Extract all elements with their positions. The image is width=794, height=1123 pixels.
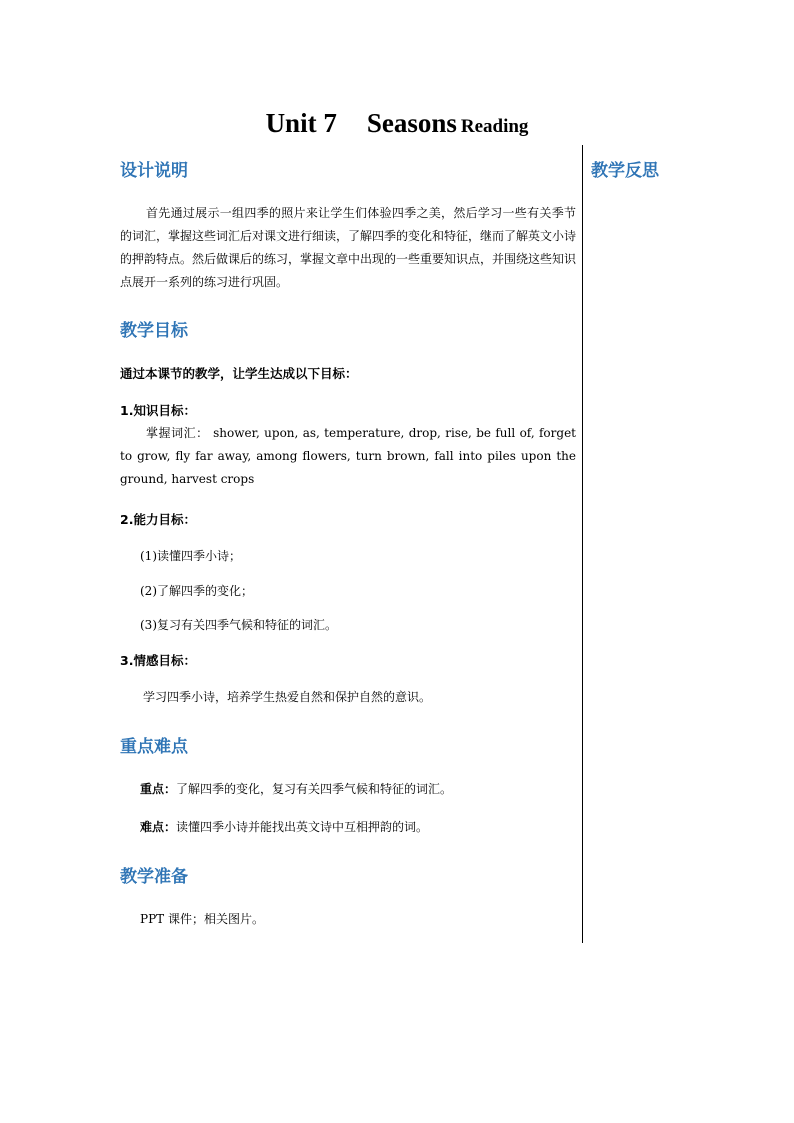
page-title — [0, 108, 794, 139]
title-lesson: Reading — [460, 116, 529, 137]
design-text: 首先通过展示一组四季的照片来让学生们体验四季之美，然后学习一些有关季节的词汇，掌握这些词汇后对课文进行细读，了解四季的变化和特征，继而了解英文小诗的押韵特点。然后做课后的练习，掌握文章中出现的一些重要知识点，并围绕这些知识点展开一系列的练习进行巩固。 — [120, 206, 577, 289]
goals-intro: 通过本课节的教学，让学生达成以下目标： — [120, 366, 358, 381]
prep-text: PPT 课件；相关图片。 — [140, 912, 264, 926]
difficulty-label: 难点： — [140, 820, 177, 834]
focus-label: 重点： — [140, 782, 177, 796]
title-unit: Unit 7 — [265, 108, 337, 138]
design-heading: 设计说明 — [120, 161, 188, 181]
prep-heading: 教学准备 — [120, 867, 188, 887]
title-topic: Seasons — [366, 108, 457, 138]
ability-item: (3)复习有关四季气候和特征的词汇。 — [140, 618, 337, 632]
goals-heading: 教学目标 — [120, 321, 188, 341]
ability-item: (1)读懂四季小诗； — [140, 549, 241, 563]
reflection-heading: 教学反思 — [591, 161, 659, 181]
emotion-label: 3.情感目标： — [120, 653, 196, 668]
ability-item: (2)了解四季的变化； — [140, 584, 253, 598]
focus-text: 了解四季的变化，复习有关四季气候和特征的词汇。 — [176, 782, 453, 796]
emotion-text: 学习四季小诗，培养学生热爱自然和保护自然的意识。 — [143, 690, 432, 704]
key-heading: 重点难点 — [120, 737, 188, 757]
knowledge-vocab: 掌握词汇： shower, upon, as, temperature, drop, rise, be full of, forget to grow, fly far away, among flowers, turn brown, fall into piles upon the ground, harvest crops — [120, 426, 576, 486]
focus-line — [140, 780, 452, 797]
difficulty-text: 读懂四季小诗并能找出英文诗中互相押韵的词。 — [176, 820, 429, 834]
column-divider — [582, 145, 583, 943]
knowledge-label: 1.知识目标： — [120, 403, 196, 418]
ability-label: 2.能力目标： — [120, 512, 196, 527]
difficulty-line — [140, 818, 428, 835]
